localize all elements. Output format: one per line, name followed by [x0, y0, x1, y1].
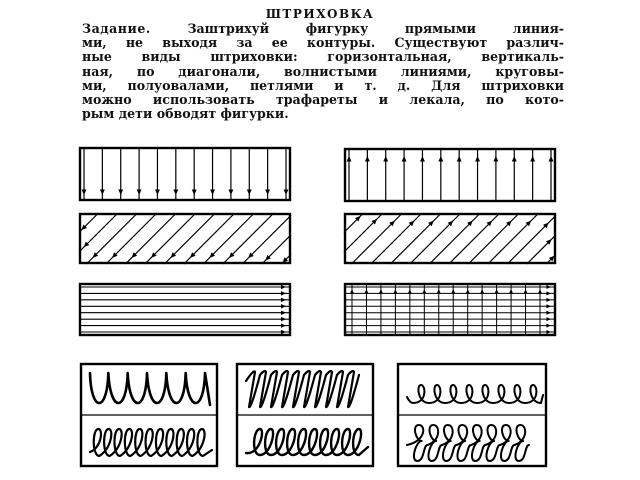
arrowhead: [408, 289, 412, 294]
arrowhead: [480, 289, 484, 294]
arrowhead: [530, 156, 535, 161]
arrowhead: [118, 190, 123, 195]
arrowhead: [281, 298, 286, 302]
arrowhead: [451, 289, 455, 294]
arrowhead: [228, 190, 233, 195]
loop-e: [90, 429, 212, 456]
diagonal-hatch-down-figure: [79, 213, 291, 264]
arrowhead: [281, 304, 286, 308]
task-lead: Задание.: [82, 21, 151, 36]
arrowhead: [383, 156, 388, 161]
vertical-hatch-down-figure: [79, 147, 291, 201]
task-line-6: можно использовать трафареты и лекала, по кото-: [82, 92, 564, 108]
diagonal-hatch-up-figure: [344, 213, 556, 264]
arrowhead: [265, 190, 270, 195]
vertical-hatch-up-figure: [344, 148, 556, 202]
page-title: ШТРИХОВКА: [265, 7, 375, 21]
pattern-box-3: [397, 363, 547, 467]
arrowhead: [546, 291, 551, 295]
arrowhead: [546, 285, 551, 289]
arrowhead: [281, 291, 286, 295]
diagonal-hatch-line: [344, 213, 363, 232]
diagonal-hatch-line: [468, 213, 519, 264]
diagonal-hatch-line: [488, 213, 539, 264]
arrowhead: [364, 289, 368, 294]
arrowhead: [546, 324, 551, 328]
task-line-3: ные виды штриховки: горизонтальная, вертикаль-: [82, 49, 564, 65]
task-line-7: рым дети обводят фигурки.: [82, 106, 289, 122]
diagonal-hatch-line: [371, 213, 422, 264]
pattern-box-2: [236, 363, 374, 467]
figure-frame: [80, 284, 290, 335]
arrowhead: [546, 304, 551, 308]
arrowhead: [466, 289, 470, 294]
arrowhead: [438, 156, 443, 161]
diagonal-hatch-line: [390, 213, 441, 264]
arrowhead: [546, 317, 551, 321]
arrowhead: [281, 317, 286, 321]
arrowhead: [546, 298, 551, 302]
arrowhead: [155, 190, 160, 195]
arrowhead: [173, 190, 178, 195]
arrowhead: [137, 190, 142, 195]
task-line-2: ми, не выходя за ее контуры. Существуют различ-: [82, 35, 564, 51]
arrowhead: [549, 156, 554, 161]
slanted-hook: [246, 371, 359, 407]
arrowhead: [210, 190, 215, 195]
figure-frame: [80, 148, 290, 200]
double-loop: [407, 425, 529, 461]
semi-oval-u: [90, 373, 210, 405]
arrowhead: [420, 156, 425, 161]
arrowhead: [192, 190, 197, 195]
diagonal-hatch-line: [351, 213, 402, 264]
arrowhead: [247, 190, 252, 195]
diagonal-hatch-line: [429, 213, 480, 264]
figure-frame: [345, 284, 555, 335]
arrowhead: [546, 330, 551, 334]
arrowhead: [512, 156, 517, 161]
small-loop: [407, 385, 543, 403]
arrowhead: [350, 289, 354, 294]
wavy-oval: [246, 429, 368, 455]
arrowhead: [100, 190, 105, 195]
arrowhead: [422, 289, 426, 294]
arrowhead: [509, 289, 513, 294]
arrowhead: [475, 156, 480, 161]
arrowhead: [402, 156, 407, 161]
arrowhead: [493, 156, 498, 161]
task-line-5: ми, полуовалами, петлями и т. д. Для штриховки: [82, 77, 564, 93]
grid-hatch-figure: [344, 283, 556, 336]
task-line-4: ная, по диагонали, волнистыми линиями, круговы-: [82, 63, 564, 79]
arrowhead: [281, 310, 286, 314]
arrowhead: [347, 156, 352, 161]
task-text: [82, 22, 564, 121]
arrowhead: [281, 323, 286, 327]
arrowhead: [538, 289, 542, 294]
arrowhead: [281, 285, 286, 289]
pattern-box-1: [80, 363, 218, 467]
arrowhead: [379, 289, 383, 294]
arrowhead: [365, 156, 370, 161]
horizontal-hatch-figure: [79, 283, 291, 336]
diagonal-hatch-line: [449, 213, 500, 264]
figure-frame: [345, 149, 555, 201]
arrowhead: [546, 311, 551, 315]
arrowhead: [284, 190, 289, 195]
arrowhead: [281, 330, 286, 334]
arrowhead: [393, 289, 397, 294]
task-line-1: Задание. Заштрихуй фигурку прямыми линия-: [82, 21, 564, 36]
arrowhead: [457, 156, 462, 161]
arrowhead: [523, 289, 527, 294]
arrowhead: [82, 190, 87, 195]
diagonal-hatch-line: [410, 213, 461, 264]
arrowhead: [437, 289, 441, 294]
arrowhead: [495, 289, 499, 294]
diagonal-hatch-line: [507, 215, 556, 264]
